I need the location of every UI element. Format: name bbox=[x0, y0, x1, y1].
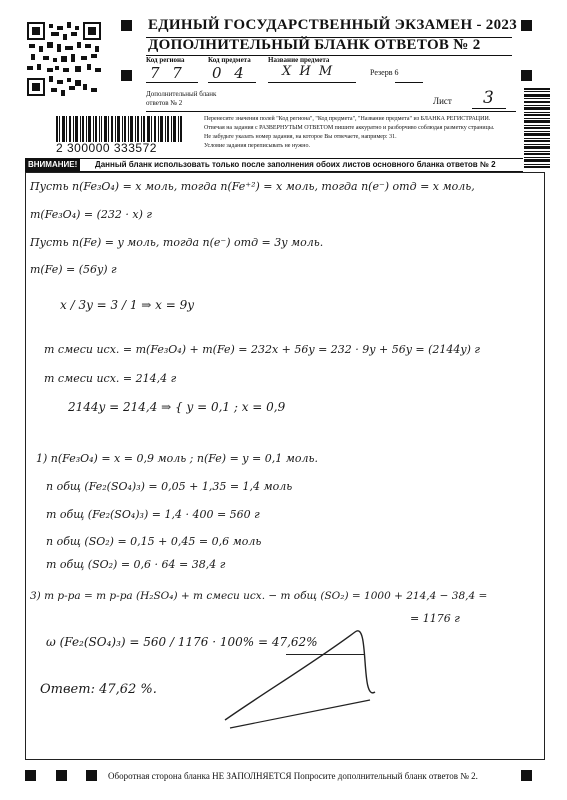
sheet-label: Лист bbox=[433, 96, 452, 106]
warning-badge: ВНИМАНИЕ! bbox=[25, 159, 80, 171]
marker-square bbox=[521, 70, 532, 81]
answer-line: Ответ: 47,62 %. bbox=[40, 682, 157, 697]
warning-bar bbox=[25, 158, 523, 172]
barcode bbox=[56, 116, 184, 142]
barcode-number: 2 300000 333572 bbox=[56, 141, 157, 155]
answer-line: m общ (Fe₂(SO₄)₃) = 1,4 · 400 = 560 г bbox=[46, 508, 260, 521]
answer-line: n общ (SO₂) = 0,15 + 0,45 = 0,6 моль bbox=[46, 535, 262, 548]
marker-square bbox=[121, 20, 132, 31]
answer-line: m(Fe₃O₄) = (232 · x) г bbox=[30, 208, 152, 221]
subject-code-field[interactable]: 0 4 bbox=[212, 64, 248, 82]
form-type-label: Дополнительный бланк ответов № 2 bbox=[146, 90, 217, 107]
marker-square bbox=[86, 770, 97, 781]
form-title: ЕДИНЫЙ ГОСУДАРСТВЕННЫЙ ЭКЗАМЕН - 2023 bbox=[148, 17, 518, 33]
answer-line: m смеси исх. = m(Fe₃O₄) + m(Fe) = 232x + 56y = 232 · 9y + 56y = (2144y) г bbox=[44, 343, 480, 356]
answer-line: m смеси исх. = 214,4 г bbox=[44, 372, 177, 385]
reserve-label: Резерв 6 bbox=[370, 68, 399, 77]
subject-code-label: Код предмета bbox=[208, 56, 251, 64]
marker-square bbox=[521, 20, 532, 31]
answer-line: m(Fe) = (56y) г bbox=[30, 263, 117, 276]
region-code-label: Код региона bbox=[146, 56, 185, 64]
marker-square bbox=[56, 770, 67, 781]
answer-line: m общ (SO₂) = 0,6 · 64 = 38,4 г bbox=[46, 558, 226, 571]
answer-line: = 1176 г bbox=[410, 612, 460, 625]
instruction-line: Перенесите значения полей "Код региона", "Код предмета", "Название предмета" из БЛАНКА РЕГИСТРАЦИИ. bbox=[204, 116, 491, 122]
answer-line: x / 3y = 3 / 1 ⇒ x = 9y bbox=[60, 298, 195, 312]
answer-line: n общ (Fe₂(SO₄)₃) = 0,05 + 1,35 = 1,4 моль bbox=[46, 480, 293, 493]
form-subtitle: ДОПОЛНИТЕЛЬНЫЙ БЛАНК ОТВЕТОВ № 2 bbox=[148, 37, 481, 53]
z-line bbox=[25, 172, 545, 760]
marker-square bbox=[121, 70, 132, 81]
answer-line: 1) n(Fe₃O₄) = x = 0,9 моль ; n(Fe) = y = 0,1 моль. bbox=[36, 452, 318, 465]
instructions bbox=[204, 116, 520, 150]
answer-line: 3) m р-ра = m р-ра (H₂SO₄) + m смеси исх. − m общ (SO₂) = 1000 + 214,4 − 38,4 = bbox=[30, 590, 488, 602]
subject-name-field[interactable]: Х И М bbox=[282, 64, 335, 79]
answer-line: Пусть n(Fe) = y моль, тогда n(e⁻) отд = 3y моль. bbox=[30, 236, 324, 249]
marker-square bbox=[521, 770, 532, 781]
warning-text: Данный бланк использовать только после заполнения обоих листов основного бланка ответов № 2 bbox=[95, 160, 496, 169]
region-code-field[interactable]: 7 7 bbox=[150, 64, 186, 82]
answer-line: ω (Fe₂(SO₄)₃) = 560 / 1176 · 100% = 47,62% bbox=[46, 635, 318, 649]
subject-name-label: Название предмета bbox=[268, 56, 330, 64]
footer-note: Оборотная сторона бланка НЕ ЗАПОЛНЯЕТСЯ Попросите дополнительный бланк ответов № 2. bbox=[108, 771, 478, 781]
instruction-line: Не забудьте указать номер задания, на которое Вы отвечаете, например: 31. bbox=[204, 134, 397, 140]
vertical-barcode bbox=[524, 88, 550, 170]
marker-square bbox=[25, 770, 36, 781]
sheet-number-field[interactable]: 3 bbox=[483, 88, 494, 108]
instruction-line: Условие задания переписывать не нужно. bbox=[204, 143, 310, 149]
qr-code bbox=[27, 22, 101, 96]
answer-line: 2144y = 214,4 ⇒ { y = 0,1 ; x = 0,9 bbox=[68, 400, 286, 414]
answer-line: Пусть n(Fe₃O₄) = x моль, тогда n(Fe⁺²) = x моль, тогда n(e⁻) отд = x моль, bbox=[30, 180, 475, 193]
instruction-line: Отвечая на задания с РАЗВЕРНУТЫМ ОТВЕТОМ пишите аккуратно и разборчиво соблюдая разметку страницы. bbox=[204, 125, 495, 131]
